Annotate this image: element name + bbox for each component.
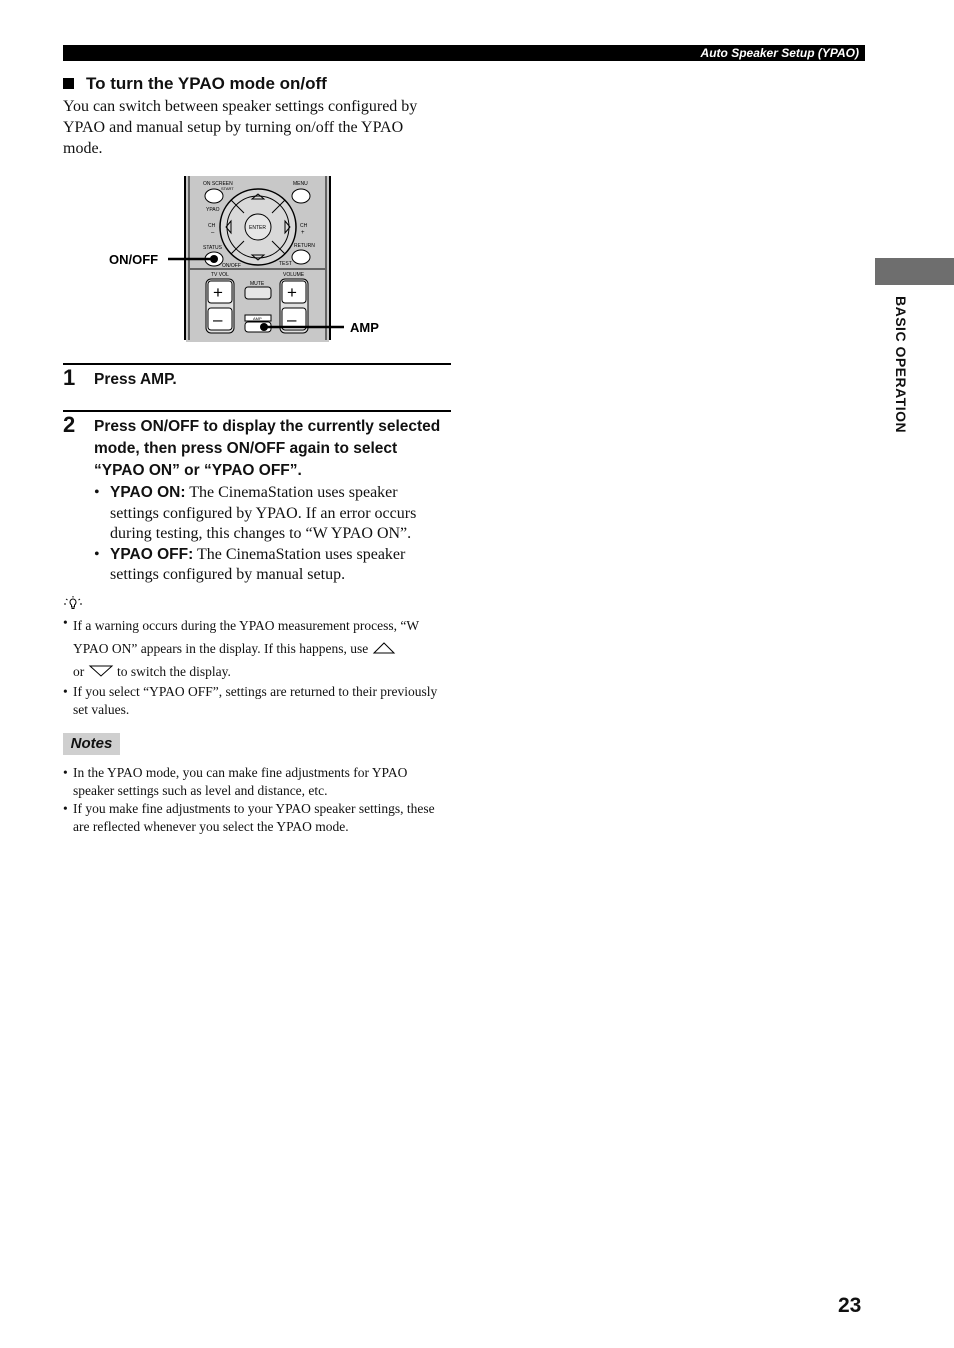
label-start: START: [221, 186, 234, 191]
on-screen-button: [205, 189, 223, 203]
tip-item: • If a warning occurs during the YPAO measurement process, “W YPAO ON” appears in the display. If this happens, use or to switch the display.: [63, 615, 419, 679]
remote-figure: [100, 172, 400, 344]
page-number: 23: [838, 1294, 862, 1317]
tip-text-end: to switch the display.: [117, 664, 231, 679]
label-test: TEST: [279, 261, 292, 267]
notes-badge: Notes: [63, 733, 120, 755]
option-label: YPAO ON:: [110, 484, 186, 501]
label-ypao: YPAO: [206, 207, 220, 213]
intro-paragraph: You can switch between speaker settings configured by YPAO and manual setup by turning on/off the YPAO mode.: [63, 98, 418, 157]
label-amp: AMP: [253, 316, 262, 321]
label-mute: MUTE: [250, 281, 265, 287]
label-ch-left: CH: [208, 223, 216, 229]
option-text: The CinemaStation uses speaker settings configured by YPAO. If an error occurs during testing, this changes to “W YPAO ON”.: [110, 484, 417, 542]
label-plus: +: [301, 230, 305, 236]
label-minus: –: [211, 230, 215, 236]
down-triangle-icon: [88, 664, 114, 678]
header-title: Auto Speaker Setup (YPAO): [700, 46, 859, 60]
up-triangle-icon: [372, 641, 396, 655]
option-text: The CinemaStation uses speaker settings configured by manual setup.: [110, 545, 406, 583]
tip-text: If you select “YPAO OFF”, settings are returned to their previously set values.: [73, 684, 438, 717]
label-return: RETURN: [294, 243, 315, 249]
notes-list: [63, 764, 448, 836]
callout-amp: AMP: [350, 320, 379, 335]
tip-item: • If you select “YPAO OFF”, settings are returned to their previously set values.: [63, 683, 448, 719]
section-title: [63, 74, 327, 94]
step-1-text: Press AMP.: [94, 371, 177, 388]
step-2-number: 2: [63, 412, 76, 437]
tip-text-or: or: [73, 664, 85, 679]
volume-plus: +: [287, 283, 297, 302]
label-on-off: ON/OFF: [222, 263, 241, 269]
tv-vol-plus: +: [213, 283, 223, 302]
volume-minus: –: [287, 310, 297, 329]
callout-on-off: ON/OFF: [109, 252, 159, 267]
menu-button: [292, 189, 310, 203]
tv-vol-minus: –: [213, 310, 223, 329]
label-enter: ENTER: [249, 225, 266, 231]
mode-options: [94, 483, 450, 586]
label-on-screen: ON SCREEN: [203, 181, 233, 187]
return-button: [292, 250, 310, 264]
option-ypao-off: • YPAO OFF: The CinemaStation uses speaker settings configured by manual setup.: [94, 545, 406, 583]
tip-text: If a warning occurs during the YPAO measurement process, “W YPAO ON” appears in the display. If this happens, use: [73, 618, 419, 656]
label-menu: MENU: [293, 181, 308, 187]
label-tv-vol: TV VOL: [211, 272, 229, 278]
step-1-number: 1: [63, 365, 76, 390]
label-volume: VOLUME: [283, 272, 305, 278]
side-tab-marker: [875, 258, 954, 285]
label-ch-right: CH: [300, 223, 308, 229]
step-1-rule: [63, 363, 451, 365]
side-tab-label: BASIC OPERATION: [893, 296, 909, 434]
square-bullet-icon: [63, 78, 74, 89]
mute-button: [245, 287, 271, 299]
label-status: STATUS: [203, 245, 222, 251]
note-item: • In the YPAO mode, you can make fine adjustments for YPAO speaker settings such as level and distance, etc.: [63, 764, 448, 800]
note-text: In the YPAO mode, you can make fine adjustments for YPAO speaker settings such as level and distance, etc.: [73, 765, 408, 798]
note-item: • If you make fine adjustments to your YPAO speaker settings, these are reflected whenever you select the YPAO mode.: [63, 800, 448, 836]
section-title-text: To turn the YPAO mode on/off: [86, 74, 327, 93]
step-2-rule: [63, 410, 451, 412]
header-bar: [63, 45, 865, 61]
tips-list: [63, 614, 448, 719]
lightbulb-icon: [63, 596, 83, 612]
option-ypao-on: • YPAO ON: The CinemaStation uses speaker settings configured by YPAO. If an error occurs during testing, this changes to “W YPAO ON”.: [94, 484, 417, 542]
note-text: If you make fine adjustments to your YPAO speaker settings, these are reflected whenever you select the YPAO mode.: [73, 801, 435, 834]
option-label: YPAO OFF:: [110, 545, 194, 563]
step-2-text: Press ON/OFF to display the currently selected mode, then press ON/OFF again to select “YPAO ON” or “YPAO OFF”.: [94, 418, 441, 479]
